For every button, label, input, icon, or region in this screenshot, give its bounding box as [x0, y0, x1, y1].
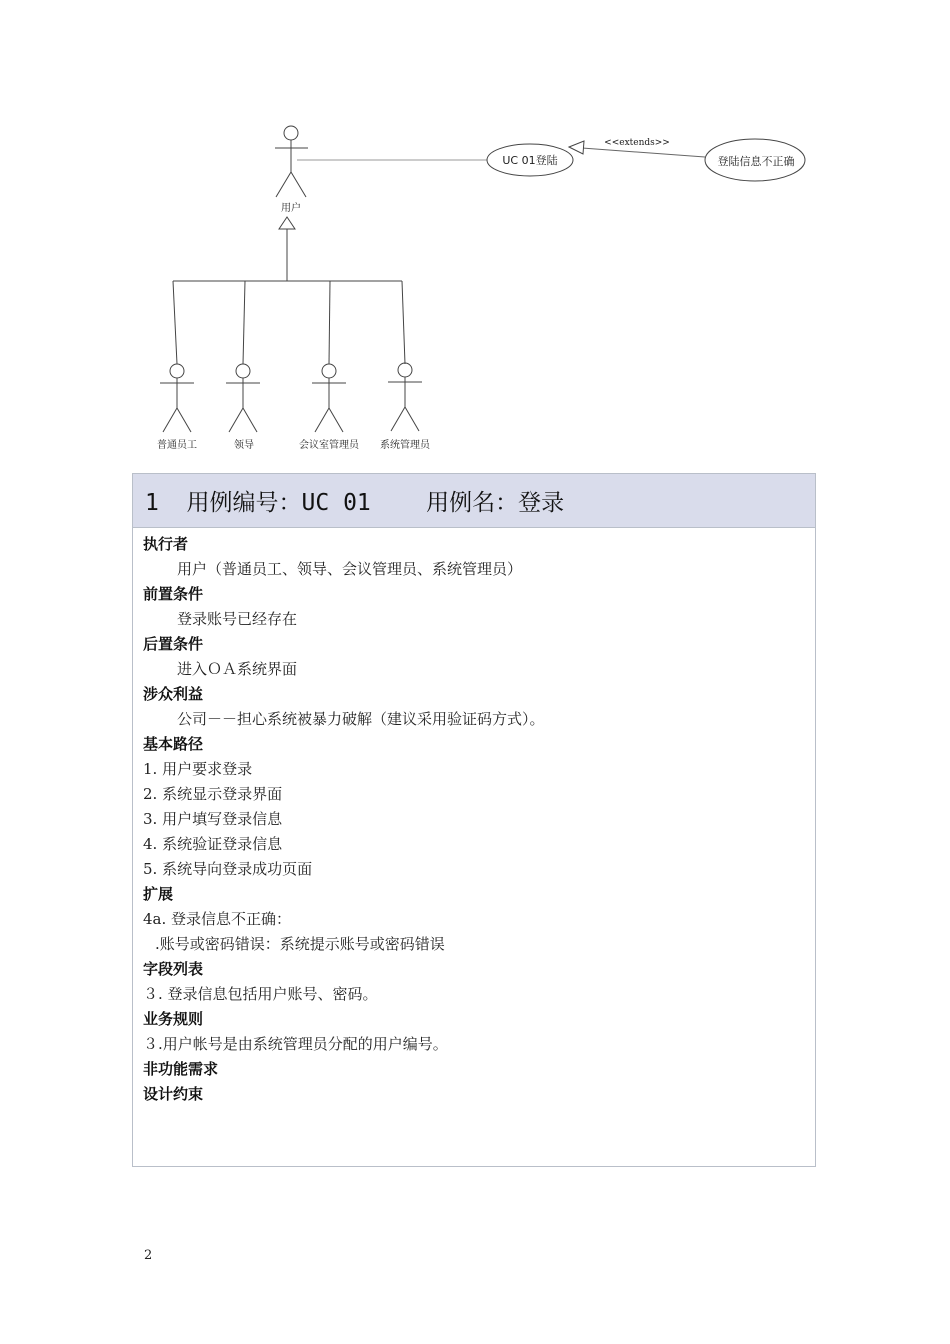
actor-sys-admin-figure	[388, 363, 422, 431]
actor-leader-figure	[226, 364, 260, 432]
section-extension-title: 扩展	[143, 885, 174, 903]
table-body	[133, 528, 815, 1107]
basic-path-step: 4. 系统验证登录信息	[143, 835, 283, 853]
basic-path-step: 5. 系统导向登录成功页面	[143, 860, 313, 878]
section-rules-content: ３.用户帐号是由系统管理员分配的用户编号。	[143, 1035, 448, 1053]
section-fields-title: 字段列表	[143, 960, 204, 978]
extends-line	[582, 148, 705, 157]
section-fields-content: ３. 登录信息包括用户账号、密码。	[143, 985, 378, 1003]
section-rules-title: 业务规则	[143, 1010, 204, 1028]
section-postcondition-content: 进入ＯＡ系统界面	[177, 660, 298, 678]
extension-line-2: .账号或密码错误：系统提示账号或密码错误	[155, 935, 445, 953]
usecase-table	[132, 473, 816, 1167]
section-constraints-title: 设计约束	[143, 1085, 204, 1103]
section-precondition-content: 登录账号已经存在	[177, 610, 298, 628]
actor-meeting-admin-label: 会议室管理员	[299, 440, 359, 451]
section-stakeholders-title: 涉众利益	[143, 685, 204, 703]
section-actor-content: 用户（普通员工、领导、会议管理员、系统管理员）	[177, 560, 523, 578]
extends-arrowhead	[569, 141, 584, 154]
table-header: 1 用例编号：UC 01 用例名：登录	[133, 474, 815, 528]
page-number: 2	[144, 1248, 153, 1263]
usecase-error-label: 登陆信息不正确	[717, 155, 795, 168]
section-actor-title: 执行者	[143, 535, 189, 553]
section-postcondition-title: 后置条件	[143, 635, 204, 653]
section-precondition-title: 前置条件	[143, 585, 204, 603]
basic-path-step: 3. 用户填写登录信息	[143, 810, 283, 828]
usecase-login-label: UC 01登陆	[502, 154, 558, 167]
actor-meeting-admin-figure	[312, 364, 346, 432]
actor-employee-figure	[160, 364, 194, 432]
use-case-diagram	[0, 0, 950, 470]
actor-leader-label: 领导	[234, 440, 254, 451]
extends-label: <<extends>>	[604, 138, 670, 148]
basic-path-step: 2. 系统显示登录界面	[143, 785, 283, 803]
basic-path-step: 1. 用户要求登录	[143, 760, 253, 778]
actor-sys-admin-label: 系统管理员	[380, 440, 430, 451]
section-nonfunctional-title: 非功能需求	[143, 1060, 219, 1078]
actor-user-label: 用户	[281, 203, 301, 214]
generalization-arrowhead	[279, 217, 295, 229]
actor-employee-label: 普通员工	[157, 440, 197, 451]
section-basic-path-title: 基本路径	[143, 735, 204, 753]
section-stakeholders-content: 公司－－担心系统被暴力破解（建议采用验证码方式）。	[177, 710, 545, 728]
actor-user-figure	[275, 126, 308, 197]
extension-line-1: 4a. 登录信息不正确：	[143, 910, 292, 928]
